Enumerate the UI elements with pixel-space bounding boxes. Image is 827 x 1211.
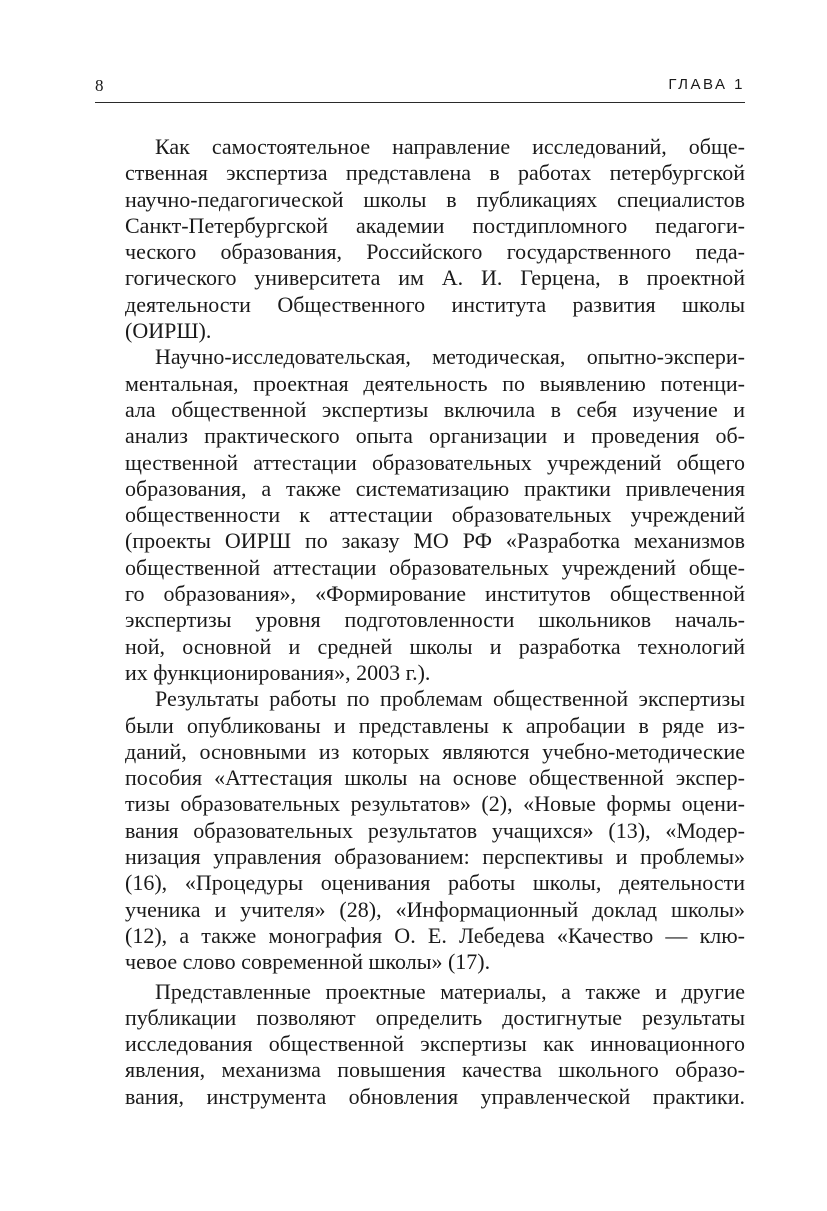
text-line: пособия «Аттестация школы на основе общественной экспер- [125, 765, 745, 791]
text-line: ственная экспертиза представлена в работах петербургской [125, 160, 745, 186]
running-header [95, 74, 745, 103]
paragraph-3 [95, 686, 745, 975]
body-text [95, 134, 745, 1110]
text-line: общественности к аттестации образовательных учреждений [125, 502, 745, 528]
text-line: ментальная, проектная деятельность по выявлению потенци- [125, 370, 745, 396]
text-line: исследования общественной экспертизы как инновационного [125, 1031, 745, 1057]
text-line: даний, основными из которых являются учебно-методические [125, 738, 745, 764]
chapter-title: ГЛАВА 1 [668, 76, 745, 93]
text-line: экспертизы уровня подготовленности школьников началь- [125, 607, 745, 633]
text-line: образования, а также систематизацию практики привлечения [125, 475, 745, 501]
text-line: щественной аттестации образовательных учреждений общего [125, 449, 745, 475]
paragraph-4 [95, 979, 745, 1110]
text-line: общественной аттестации образовательных учреждений обще- [125, 554, 745, 580]
text-line: ученика и учителя» (28), «Информационный доклад школы» [125, 896, 745, 922]
text-line: (ОИРШ). [125, 318, 212, 344]
text-line: анализ практического опыта организации и проведения об- [125, 423, 745, 449]
text-line: Научно-исследовательская, методическая, опытно-экспери- [155, 344, 745, 370]
text-line: публикации позволяют определить достигнутые результаты [125, 1004, 745, 1030]
page-number: 8 [95, 76, 104, 95]
text-line: го образования», «Формирование институтов общественной [125, 581, 745, 607]
text-line: (проекты ОИРШ по заказу МО РФ «Разработка механизмов [125, 528, 745, 554]
paragraph-1 [95, 134, 745, 344]
text-line: чевое слово современной школы» (17). [125, 949, 491, 975]
text-line: тизы образовательных результатов» (2), «Новые формы оцени- [125, 791, 745, 817]
text-line: (16), «Процедуры оценивания работы школы, деятельности [125, 870, 745, 896]
paragraph-2 [95, 344, 745, 686]
text-line: явления, механизма повышения качества школьного образо- [125, 1057, 745, 1083]
text-line: Результаты работы по проблемам общественной экспертизы [155, 686, 745, 712]
text-line: научно-педагогической школы в публикациях специалистов [125, 186, 745, 212]
text-line: ала общественной экспертизы включила в себя изучение и [125, 396, 745, 422]
text-line: гогического университета им А. И. Герцена, в проектной [125, 265, 745, 291]
text-line: вания, инструмента обновления управленческой практики. [125, 1083, 745, 1109]
text-line: деятельности Общественного института развития школы [125, 291, 745, 317]
text-line: Как самостоятельное направление исследований, обще- [155, 134, 745, 159]
text-line: вания образовательных результатов учащихся» (13), «Модер- [125, 817, 745, 843]
text-line: ческого образования, Российского государственного педа- [125, 239, 745, 265]
text-line: (12), а также монография О. Е. Лебедева «Качество — клю- [125, 922, 745, 948]
text-line: Санкт-Петербургской академии постдипломного педагоги- [125, 212, 745, 238]
text-line: ной, основной и средней школы и разработка технологий [125, 633, 745, 659]
text-line: низация управления образованием: перспективы и проблемы» [125, 844, 745, 870]
text-line: их функционирования», 2003 г.). [125, 659, 431, 685]
text-line: Представленные проектные материалы, а также и другие [155, 978, 745, 1004]
text-line: были опубликованы и представлены к апробации в ряде из- [125, 712, 745, 738]
